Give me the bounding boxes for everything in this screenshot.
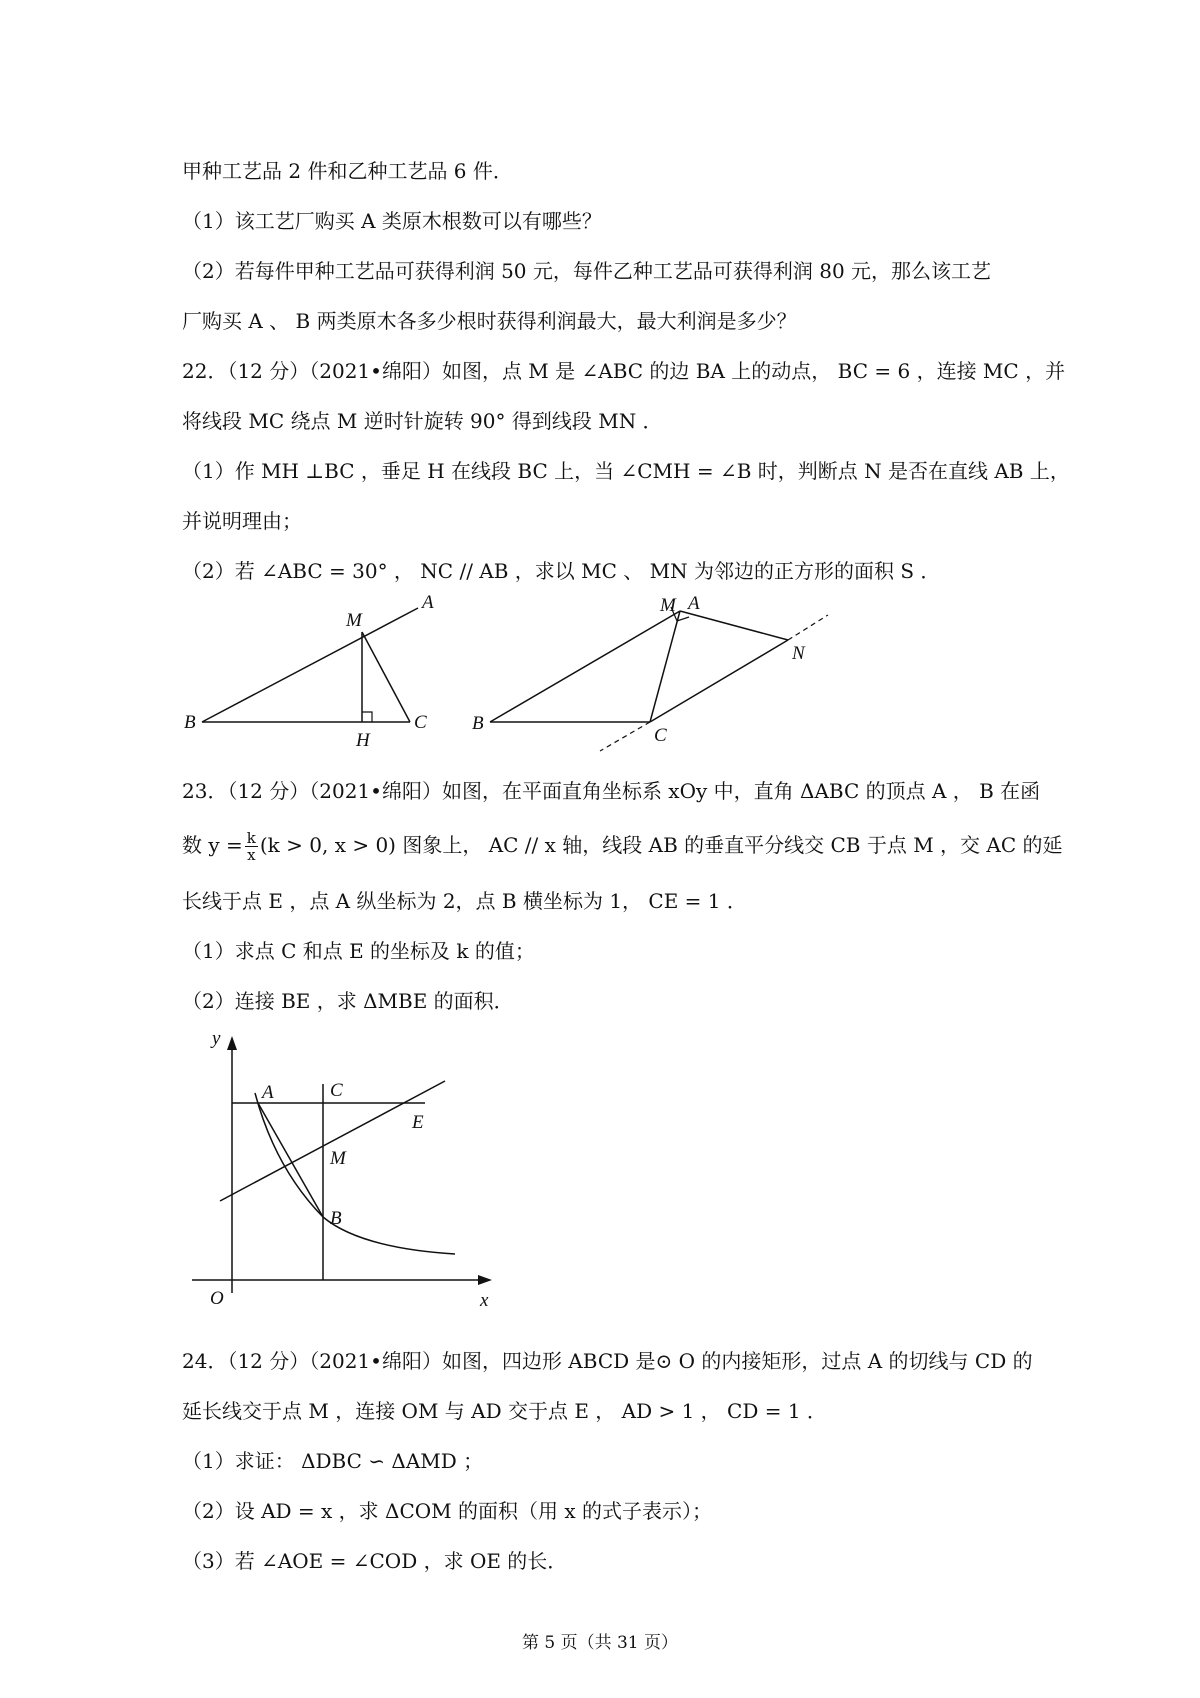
q21-part1: （1）该工艺厂购买 A 类原木根数可以有哪些？ xyxy=(182,209,602,233)
q22-stem-line2: 将线段 MC 绕点 M 逆时针旋转 90° 得到线段 MN ． xyxy=(182,409,663,433)
label-M: M xyxy=(660,595,676,616)
line-MC xyxy=(650,611,680,722)
label-H: H xyxy=(356,730,370,750)
dashed-extension-upper xyxy=(788,615,828,640)
label-A: A xyxy=(422,592,434,613)
q23-figure xyxy=(180,1028,510,1322)
line-NC xyxy=(650,640,788,722)
figure-svg xyxy=(470,585,840,755)
q21-continuation: 甲种工艺品 2 件和乙种工艺品 6 件． xyxy=(182,159,513,183)
line-BA xyxy=(490,611,680,722)
label-B: B xyxy=(472,713,484,734)
label-y: y xyxy=(212,1028,221,1049)
right-angle-mark xyxy=(362,712,372,722)
label-x: x xyxy=(480,1290,489,1311)
label-C: C xyxy=(414,712,427,733)
q24-part2: （2）设 AD = x ，求 ΔCOM 的面积（用 x 的式子表示）； xyxy=(182,1499,712,1523)
label-A: A xyxy=(688,593,700,614)
q23-fraction-numerator: k xyxy=(246,829,256,847)
q23-fraction-denominator: x xyxy=(247,846,256,864)
line-MC xyxy=(362,632,410,722)
label-M: M xyxy=(330,1148,346,1169)
q21-part2-line2: 厂购买 A 、 B 两类原木各多少根时获得利润最大，最大利润是多少？ xyxy=(182,309,797,333)
label-N: N xyxy=(792,643,805,664)
q22-stem-line1: 22．（12 分）（2021•绵阳）如图，点 M 是 ∠ABC 的边 BA 上的动点， BC = 6 ，连接 MC ，并 xyxy=(182,359,1066,383)
line-BA xyxy=(202,608,418,722)
x-axis-arrow xyxy=(478,1275,492,1285)
label-C: C xyxy=(654,725,667,746)
label-C: C xyxy=(330,1080,343,1101)
q24-part1: （1）求证： ΔDBC ∽ ΔAMD ； xyxy=(182,1449,484,1473)
q22-figure-2 xyxy=(470,585,840,759)
line-MN xyxy=(680,611,788,640)
q23-part2: （2）连接 BE ，求 ΔMBE 的面积． xyxy=(182,989,514,1013)
q23-part1: （1）求点 C 和点 E 的坐标及 k 的值； xyxy=(182,939,535,963)
y-axis-arrow xyxy=(227,1036,237,1050)
q22-part1-line2: 并说明理由； xyxy=(182,509,302,533)
q23-stem-line3: 长线于点 E ，点 A 纵坐标为 2，点 B 横坐标为 1， CE = 1 ． xyxy=(182,889,747,913)
q23-stem-line1: 23．（12 分）（2021•绵阳）如图，在平面直角坐标系 xOy 中，直角 ΔABC 的顶点 A ， B 在函 xyxy=(182,779,1041,803)
q24-part3: （3）若 ∠AOE = ∠COD ，求 OE 的长． xyxy=(182,1549,568,1573)
page-footer: 第 5 页（共 31 页） xyxy=(521,1633,679,1653)
label-A: A xyxy=(262,1082,274,1103)
label-E: E xyxy=(412,1112,424,1133)
label-M: M xyxy=(346,610,362,631)
hyperbola-curve xyxy=(255,1093,455,1254)
q22-part2: （2）若 ∠ABC = 30° ， NC // AB ，求以 MC 、 MN 为邻边的正方形的面积 S ． xyxy=(182,559,941,583)
q23-fraction xyxy=(245,830,258,863)
figure-svg xyxy=(180,1028,510,1318)
figure-svg xyxy=(180,590,450,750)
line-AB xyxy=(258,1103,323,1217)
q21-part2-line1: （2）若每件甲种工艺品可获得利润 50 元，每件乙种工艺品可获得利润 80 元，那么该工艺 xyxy=(182,259,992,283)
q23-stem-line2 xyxy=(182,829,1063,864)
q24-stem-line1: 24．（12 分）（2021•绵阳）如图，四边形 ABCD 是⊙ O 的内接矩形，过点 A 的切线与 CD 的 xyxy=(182,1349,1033,1373)
label-B: B xyxy=(184,712,196,733)
q23-func-suffix: (k > 0, x > 0) 图象上， AC // x 轴，线段 AB 的垂直平分线交 CB 于点 M ，交 AC 的延 xyxy=(259,833,1063,857)
label-B: B xyxy=(330,1208,342,1229)
q24-stem-line2: 延长线交于点 M ，连接 OM 与 AD 交于点 E ， AD > 1 ， CD = 1 ． xyxy=(182,1399,827,1423)
q22-figure-1 xyxy=(180,590,450,754)
q22-part1-line1: （1）作 MH ⊥BC ，垂足 H 在线段 BC 上，当 ∠CMH = ∠B 时，判断点 N 是否在直线 AB 上， xyxy=(182,459,1070,483)
q23-func-prefix: 数 y = xyxy=(182,833,243,857)
label-O: O xyxy=(210,1288,224,1309)
dashed-extension-lower xyxy=(600,722,650,751)
